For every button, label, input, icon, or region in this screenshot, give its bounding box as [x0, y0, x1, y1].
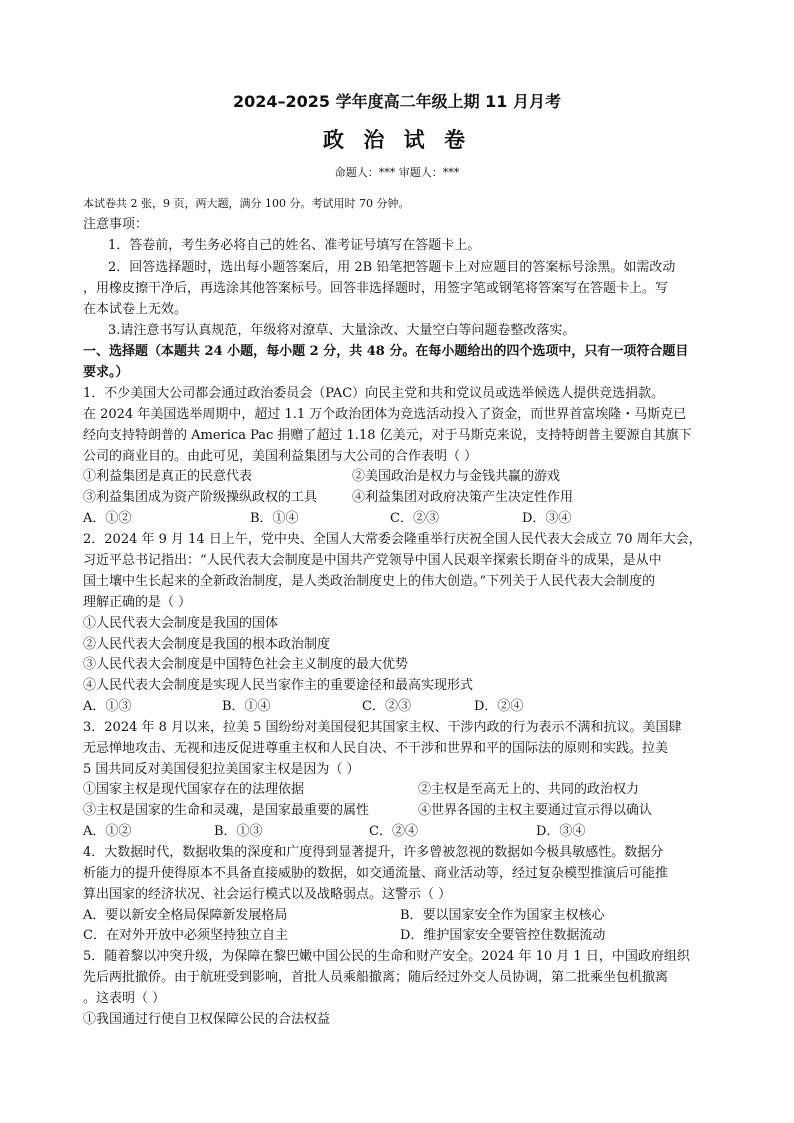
q4-line-3: 算出国家的经济状况、社会运行模式以及战略弱点。这警示（ ）: [83, 887, 452, 902]
note-2-line-1: 2．回答选择题时，选出每小题答案后，用 2B 铅笔把答题卡上对应题目的答案标号涂黑。如需改动: [108, 260, 676, 275]
q1-option-a: A．①②: [83, 511, 132, 526]
q3-option-a: A．①②: [83, 824, 132, 839]
q1-option-d: D．③④: [522, 511, 572, 526]
q5-line-1: 5．随着黎以冲突升级，为保障在黎巴嫩中国公民的生命和财产安全。2024 年 10 月 1 日，中国政府组织: [83, 949, 690, 964]
q3-option-d: D．③④: [536, 824, 586, 839]
q4-option-c: C．在对外开放中必须坚持独立自主: [83, 928, 288, 943]
exam-summary: 本试卷共 2 张，9 页，两大题，满分 100 分。考试用时 70 分钟。: [83, 197, 410, 210]
note-2-line-3: 在本试卷上无效。: [83, 302, 188, 317]
q3-statement-3: ③主权是国家的生命和灵魂，是国家最重要的属性: [83, 803, 370, 818]
q1-option-c: C．②③: [390, 511, 439, 526]
q1-statement-3: ③利益集团成为资产阶级操纵政权的工具: [83, 490, 318, 505]
authors-line: 命题人：*** 审题人：***: [334, 166, 460, 179]
q2-statement-3: ③人民代表大会制度是中国特色社会主义制度的最大优势: [83, 657, 409, 672]
q1-line-2: 在 2024 年美国选举周期中，超过 1.1 万个政治团体为竞选活动投入了资金，而世界首富埃隆・马斯克已: [83, 407, 687, 422]
q1-statement-2: ②美国政治是权力与金钱共赢的游戏: [352, 469, 561, 484]
q3-line-3: 5 国共同反对美国侵犯拉美国家主权是因为（ ）: [83, 762, 360, 777]
q1-line-4: 公司的商业目的。由此可见，美国利益集团与大公司的合作表明（ ）: [83, 449, 478, 464]
q2-statement-1: ①人民代表大会制度是我国的国体: [83, 616, 279, 631]
q1-line-3: 经向支持特朗普的 America Pac 捐赠了超过 1.18 亿美元，对于马斯克来说，支持特朗普主要源自其旗下: [83, 428, 692, 443]
q2-option-a: A．①③: [83, 699, 132, 714]
q4-option-b: B．要以国家安全作为国家主权核心: [400, 908, 605, 923]
section-heading-line-1: 一、选择题（本题共 24 小题，每小题 2 分，共 48 分。在每小题给出的四个选项中，只有一项符合题目: [83, 344, 689, 359]
notes-heading: 注意事项：: [83, 217, 149, 232]
q3-statement-1: ①国家主权是现代国家存在的法理依据: [83, 782, 305, 797]
note-2-line-2: ，用橡皮擦干净后，再选涂其他答案标号。回答非选择题时，用签字笔或钢笔将答案写在答题卡上。写: [83, 281, 669, 296]
q4-line-1: 4．大数据时代，数据收集的深度和广度得到显著提升，许多曾被忽视的数据如今极具敏感性。数据分: [83, 845, 664, 860]
q4-option-a: A．要以新安全格局保障新发展格局: [83, 908, 288, 923]
q3-statement-2: ②主权是至高无上的、共同的政治权力: [418, 782, 640, 797]
q2-statement-2: ②人民代表大会制度是我国的根本政治制度: [83, 637, 331, 652]
q1-statement-1: ①利益集团是真正的民意代表: [83, 469, 253, 484]
q5-statement-1: ①我国通过行使自卫权保障公民的合法权益: [83, 1012, 331, 1027]
subject-title: 政 治 试 卷: [323, 128, 471, 152]
q5-line-2: 先后两批撤侨。由于航班受到影响，首批人员乘船撤离；随后经过外交人员协调，第二批乘坐包机撤离: [83, 970, 669, 985]
q2-option-d: D．②④: [474, 699, 524, 714]
q3-line-1: 3．2024 年 8 月以来，拉美 5 国纷纷对美国侵犯其国家主权、干涉内政的行为表示不满和抗议。美国肆: [83, 720, 682, 735]
q2-line-3: 国土壤中生长起来的全新政治制度，是人类政治制度史上的伟大创造。”下列关于人民代表大会制度的: [83, 574, 656, 589]
q4-line-2: 析能力的提升使得原本不具备直接威胁的数据，如交通流量、商业活动等，经过复杂模型推演后可能推: [83, 866, 669, 881]
q3-line-2: 无忌惮地攻击、无视和违反促进尊重主权和人民自决、不干涉和世界和平的国际法的原则和实践。拉美: [83, 741, 669, 756]
exam-title: 2024–2025 学年度高二年级上期 11 月月考: [232, 92, 562, 111]
q2-option-c: C．②③: [362, 699, 411, 714]
q1-line-1: 1．不少美国大公司都会通过政治委员会（PAC）向民主党和共和党议员或选举候选人提供竞选捐款。: [83, 386, 665, 401]
q1-statement-4: ④利益集团对政府决策产生决定性作用: [352, 490, 574, 505]
q2-line-4: 理解正确的是（ ）: [83, 595, 192, 610]
note-3: 3.请注意书写认真规范，年级将对潦草、大量涂改、大量空白等问题卷整改落实。: [108, 323, 576, 338]
q3-statement-4: ④世界各国的主权主要通过宣示得以确认: [418, 803, 653, 818]
q2-option-b: B．①④: [222, 699, 271, 714]
q5-line-3: 。这表明（ ）: [83, 991, 166, 1006]
q2-line-1: 2．2024 年 9 月 14 日上午，党中央、全国人大常委会隆重举行庆祝全国人民代表大会成立 70 周年大会，: [83, 532, 702, 547]
q4-option-d: D．维护国家安全要管控住数据流动: [400, 928, 606, 943]
q2-line-2: 习近平总书记指出：“人民代表大会制度是中国共产党领导中国人民艰辛探索长期奋斗的成果，是从中: [83, 553, 662, 568]
note-1: 1．答卷前，考生务必将自己的姓名、准考证号填写在答题卡上。: [108, 238, 481, 253]
q3-option-c: C．②④: [369, 824, 418, 839]
q2-statement-4: ④人民代表大会制度是实现人民当家作主的重要途径和最高实现形式: [83, 678, 474, 693]
q1-option-b: B．①④: [250, 511, 299, 526]
section-heading-line-2: 要求。）: [83, 365, 129, 380]
q3-option-b: B．①③: [214, 824, 263, 839]
